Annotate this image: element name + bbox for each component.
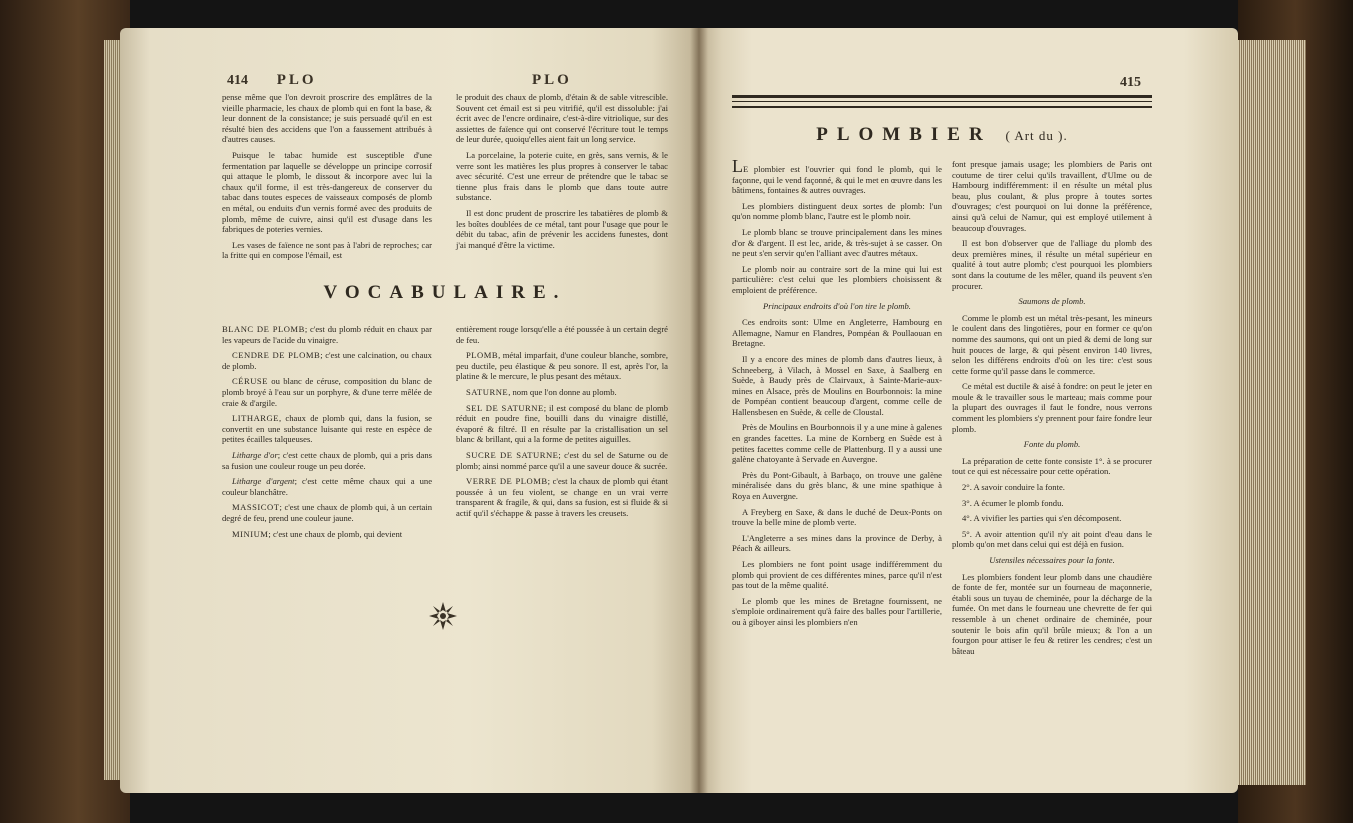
vocab-col-2 (456, 324, 668, 524)
paragraph: 5°. A avoir attention qu'il n'y ait point d'eau dans le plomb qu'on met dans celui qui est déjà en fusion. (952, 528, 1152, 550)
vocab-entry (222, 450, 432, 471)
vocab-entry (456, 476, 668, 518)
vocab-def: ; c'est une chaux de plomb, qui devient (268, 528, 403, 539)
vocab-term: SUCRE DE SATURNE (466, 449, 559, 460)
vocab-entry (456, 450, 668, 471)
vocab-def: , chaux de plomb qui, dans la fusion, se convertit en une substance luisante qui reste en espèce de petites écailles talqueuses. (222, 413, 432, 445)
paragraph: Comme le plomb est un métal très-pesant, les mineurs le coulent dans des lingotières, pour en former ce qu'on nomme des saumons, qui ont un pied & demi de long sur huit pouces de large, & qui pèsent environ 140 livres, selon les différens endroits d'où on les tire: c'est sous cette forme qu'il passe dans le commerce. (952, 312, 1152, 376)
paragraph: L'Angleterre a ses mines dans la province de Derby, à Péach & ailleurs. (732, 532, 942, 554)
vocab-def: ; c'est la chaux de plomb qui étant poussée à un feu violent, se change en un vrai verre transparent & fragile, & qui, dans sa fusion, est si fluide & si actif qu'il s'échappe & passe à travers les creusets. (456, 476, 668, 518)
left-page (120, 28, 698, 793)
vocab-def: ; c'est du sel de Saturne ou de plomb; ainsi nommé parce qu'il a une saveur douce & sucrée. (456, 449, 668, 471)
vocab-term: CÉRUSE (232, 376, 268, 387)
book-gutter (690, 28, 708, 793)
vocab-def: ou blanc de céruse, composition du blanc de plomb broyé à l'eau sur un porphyre, & d'une terre mêlée de craie & d'argile. (222, 376, 432, 408)
page-number: 415 (1120, 75, 1141, 90)
paragraph: Le plomb noir au contraire sort de la mine qui lui est particulière: c'est celui que les plombiers choisissent & emploient de préférence. (732, 263, 942, 295)
paragraph: font presque jamais usage; les plombiers de Paris ont coutume de tirer celui qu'ils travaillent, d'Ulme ou de Hambourg indifféremment: il en résulte un métal plus beau, plus coulant, & plus propre à toutes sortes d'ouvrages; c'est pourquoi on lui donne la préférence, ainsi qu'à celui de Namur, qui est employé utilement à beaucoup d'ouvrages. (952, 159, 1152, 233)
vocab-term: SATURNE (466, 386, 509, 397)
vocab-entry (222, 376, 432, 408)
vocab-term: MINIUM (232, 528, 269, 539)
paragraph (732, 156, 942, 196)
running-head: PLO (276, 72, 317, 88)
paragraph: 2°. A savoir conduire la fonte. (962, 482, 1065, 493)
vocab-entry (456, 387, 668, 398)
vocab-entry (222, 324, 432, 345)
paragraph: Les plombiers ne font point usage indifféremment du plomb qui provient de ces différentes mines, parce qu'il n'est pas tout de la même qualité. (732, 559, 942, 591)
paragraph: Ces endroits sont: Ulme en Angleterre, Hambourg en Allemagne, Namur en Flandres, Pompéan & Poullaouan en Bretagne. (732, 317, 942, 349)
vocab-entry (222, 529, 432, 540)
running-head-right: PLO (532, 72, 572, 88)
vocab-def: ; c'est une chaux de plomb qui, à un certain degré de feu, prend une couleur jaune. (222, 502, 432, 523)
vocab-def: , nom que l'on donne au plomb. (508, 386, 617, 397)
vocabulaire-title: VOCABULAIRE. (323, 282, 567, 303)
vocab-term: Litharge d'or (232, 449, 278, 460)
vocab-entry (222, 476, 432, 497)
paragraph: le produit des chaux de plomb, d'étain & de sable vitrescible. Souvent cet émail est si peu vitrifié, qu'il est dissoluble: j'ai écrit avec de l'encre ordinaire, c'est-à-dire vitriolique, sur des assiettes de faïence qui ont conservé l'écriture tout le temps de leur durée, quoiqu'elles aient fait un long service. (456, 92, 668, 145)
vocab-def: ; il est composé du blanc de plomb réduit en poudre fine, bouilli dans du vinaigre distillé, évaporé & filtré. Il en résulte par la cristallisation un sel blanc & brillant, qui a la forme de petites aiguilles. (456, 402, 668, 445)
paragraph: La porcelaine, la poterie cuite, en grès, sans vernis, & le verre sont les matières les plus propres à conserver le tabac avec sécurité. C'est une erreur de prétendre que le tabac se tienne plus frais dans le plomb que dans toute autre substance. (456, 149, 668, 203)
paragraph: Il est donc prudent de proscrire les tabatières de plomb & les boîtes doublées de ce métal, tant pour l'usage que pour le débit du tabac, afin de prévenir les accidens funestes, dont j'ai manqué d'être la victime. (456, 207, 668, 250)
paragraph: 3°. A écumer le plomb fondu. (962, 497, 1064, 508)
vocab-term: MASSICOT (232, 502, 280, 513)
vocab-term: VERRE DE PLOMB (466, 476, 548, 487)
vocab-entry (456, 324, 668, 345)
subheading: Saumons de plomb. (1018, 296, 1086, 307)
header-rule (732, 95, 1152, 98)
page-number: 414 (227, 73, 248, 88)
paragraph: Puisque le tabac humide est susceptible d'une fermentation par laquelle se développe un principe corrosif qui attaque le plomb, le dissout & incorpore avec lui la chaux qu'il forme, il est très-dangereux de conserver du tabac dans toutes especes de vaisseaux composés de plomb en métal, ou enduits d'un vernis formé avec des produits de plomb, même de cuivre, ainsi qu'il est d'usage dans les fabriques de poteries vernies. (222, 149, 432, 235)
vocab-entry (456, 403, 668, 445)
paragraph-text: E plombier est l'ouvrier qui fond le plomb, qui le façonne, qui le vend façonné, & qui le met en œuvre dans les bâtimens, fontaines & autres ouvrages. (732, 164, 942, 196)
vocab-entry (222, 350, 432, 371)
vocab-term: BLANC DE PLOMB (222, 324, 305, 334)
subheading: Principaux endroits d'où l'on tire le plomb. (763, 300, 911, 311)
left-col-1 (222, 92, 432, 266)
article-title (732, 124, 1152, 146)
vocab-def: ; c'est cette chaux de plomb, qui a pris dans sa fusion une couleur rouge un peu dorée. (222, 449, 433, 471)
paragraph: La préparation de cette fonte consiste 1°. à se procurer tout ce qui est nécessaire pour cette opération. (952, 455, 1152, 477)
paragraph: Près de Moulins en Bourbonnois il y a une mine à galenes en grandes facettes. La mine de Kornberg en Suède est à petites facettes comme celle de Plattenburg. Il y a aussi une galène chatoyante à Servade en Auvergne. (732, 422, 942, 465)
subheading: Ustensiles nécessaires pour la fonte. (989, 555, 1115, 565)
vocab-term: Litharge d'argent (232, 476, 295, 487)
page-edges-right (1236, 40, 1306, 785)
subheading: Fonte du plomb. (1023, 439, 1081, 450)
left-col-2 (456, 92, 668, 255)
vocab-def: ; c'est une calcination, ou chaux de plomb. (222, 350, 432, 371)
right-col-1 (732, 156, 942, 633)
vocab-term: LITHARGE (232, 413, 279, 424)
drop-cap: L (732, 156, 743, 176)
vocab-entry (456, 350, 668, 382)
vocab-col-1 (222, 324, 432, 544)
vocab-def: ; c'est du plomb réduit en chaux par les vapeurs de l'acide du vinaigre. (222, 324, 432, 345)
header-rule-2 (732, 106, 1152, 108)
paragraph: Le plomb blanc se trouve principalement dans les mines d'or & d'argent. Il est lec, aride, & très-sujet à se casser. On ne peut s'en servir qu'en l'alliant avec d'autres métaux. (732, 226, 942, 259)
paragraph: Il y a encore des mines de plomb dans d'autres lieux, à Schneeberg, à Vilach, à Mossel en Saxe, à Saalberg en Suède, à Baudy près de Clairvaux, à Sainte-Marie-aux-mines en Alsace, près de Moulins en Bourbonnois: la mine de Pompéan contient beaucoup d'argent, comme celle de Hallensbesen en Suède, & celle de Cloustal. (732, 353, 942, 417)
paragraph: 4°. A vivifier les parties qui s'en décomposent. (962, 513, 1122, 524)
vocab-term: SEL DE SATURNE (466, 402, 544, 413)
page-number-right (1120, 74, 1141, 91)
paragraph: Le plomb que les mines de Bretagne fournissent, ne s'emploie ordinairement qu'à faire des balles pour l'artillerie, ou à giboyer ainsi les plombiers n'en (732, 595, 942, 627)
paragraph: Les plombiers fondent leur plomb dans une chaudière de fonte de fer, montée sur un fourneau de maçonnerie, établi sous un tuyau de cheminée, pour la décharge de la fumée. On met dans le fourneau une chevrette de fer qui ressemble à un chenet ordinaire de cheminée, pour soutenir le bois afin qu'il brûle mieux; & l'on a un fourgon pour attiser le feu & retirer les cendres; c'est un bâteau (952, 571, 1152, 656)
vocab-def: entièrement rouge lorsqu'elle a été poussée à un certain degré de feu. (456, 324, 668, 345)
vocab-term: PLOMB (466, 350, 499, 361)
paragraph: Il est bon d'observer que de l'alliage du plomb des deux premières mines, il résulte un métal supérieur en qualité à tout autre plomb; c'est pourquoi les plombiers sont dans la coutume de les mêler, quand ils peuvent s'en procurer. (952, 238, 1152, 291)
paragraph: A Freyberg en Saxe, & dans le duché de Deux-Ponts on trouve la belle mine de plomb verte. (732, 506, 942, 528)
vocab-term: CENDRE DE PLOMB (232, 350, 321, 361)
title-suffix: ( Art du ). (1005, 128, 1068, 143)
vocab-def: ; c'est cette même chaux qui a une couleur blanchâtre. (222, 476, 433, 497)
right-page (698, 28, 1238, 793)
title-text: PLOMBIER (816, 124, 992, 145)
paragraph: pense même que l'on devroit proscrire des emplâtres de la vieille pharmacie, les chaux de plomb qui en font la base, & leur donnent de la consistance; je suis persuadé qu'il en est résulté bien des accidens que l'on a faussement attribués à d'autres causes. (222, 92, 432, 145)
paragraph: Les vases de faïence ne sont pas à l'abri de reproches; car la fritte qui en compose l'émail, est (222, 239, 432, 261)
right-col-2 (952, 159, 1152, 661)
vocab-entry (222, 502, 432, 523)
paragraph: Les plombiers distinguent deux sortes de plomb: l'un qu'on nomme plomb blanc, l'autre est le plomb noir. (732, 200, 942, 222)
paragraph: Ce métal est ductile & aisé à fondre: on peut le jeter en moule & le travailler sous le marteau; mais comme pour la plupart des ouvrages il faut le fondre, nous verrons comment les plombiers s'y prennent pour faire fondre leur plomb. (952, 381, 1152, 434)
vocab-entry (222, 413, 432, 445)
paragraph: Près du Pont-Gibault, à Barbaço, on trouve une galène minéralisée dans du grès blanc, & une mine spathique à Roya en Auvergne. (732, 469, 942, 502)
fleuron-ornament-icon (427, 600, 459, 632)
header-rule-thin (732, 101, 1152, 102)
left-header (227, 72, 317, 89)
vocab-def: , métal imparfait, d'une couleur blanche, sombre, peu ductile, peu élastique & peu sonore. Il est, après l'or, la platine & le mercure, le plus pesant des métaux. (456, 350, 668, 382)
